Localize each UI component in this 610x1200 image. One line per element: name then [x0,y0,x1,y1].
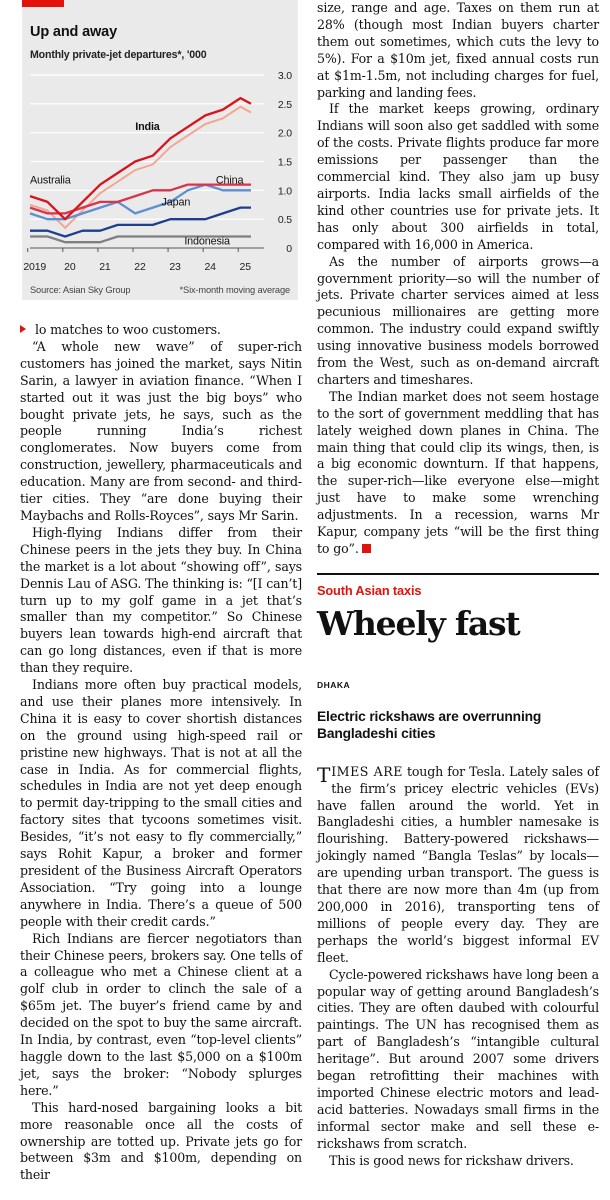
article-dateline: DHAKA [317,679,351,690]
x-tick-label: 23 [169,261,181,273]
article-rubric: South Asian taxis [317,582,422,598]
body-paragraph: The Indian market does not seem hostage to the sort of government meddling that has lately weighed down planes in China. The main thing that could clip its wings, then, is a big economic downturn. If that happens, the super-rich—like everyone else—might just have to make some wrenching adjustments. In a recession, warns Mr Kapur, company jets “will be the first thing to go”. [317,388,599,556]
continuation-paragraph: lo matches to woo customers. [20,322,302,339]
x-tick-label: 24 [204,261,216,273]
body-paragraph: “A whole new wave” of super-rich customers has joined the market, says Nitin Sarin, a lawyer in aviation finance. “When I started out it was just the big boys” who bought private jets, he says, such as the people running India’s richest conglomerates. Now buyers come from construction, jewellery, pharmaceuticals and education. Many are from second- and third-tier cities. They “are done buying their Maybachs and Rolls-Royces”, says Mr Sarin. [20,338,302,523]
x-tick-label: 22 [134,261,146,273]
x-tick-label: 25 [239,261,251,273]
body-paragraph: size, range and age. Taxes on them run at 28% (though most Indian buyers charter them out sometimes, which cuts the levy to 5%). For a $10m jet, fixed annual costs run at $1m-1.5m, not including charges for fuel, parking and landing fees. [317,0,599,100]
body-paragraph: Rich Indians are fiercer negotiators than their Chinese peers, brokers say. One tells of a colleague who met a Chinese client at a golf club in order to clinch the sale of a $65m jet. The buyer’s friend came by and decided on the spot to buy the same aircraft. In India, by contrast, even “top-level clients” haggle down to the last $5,000 on a $100m jet, says the broker: “Nobody splurges here.” [20,930,302,1098]
y-tick-label: 1.0 [277,185,292,198]
series-label-japan: Japan [161,196,191,209]
series-label-indonesia: Indonesia [184,235,230,248]
series-line-india [30,98,251,219]
body-paragraph: As the number of airports grows—a government priority—so will the number of jets. Private charter services aimed at less pecunious millionaires are getting more common. The industry could expand swiftly using innovative business models borrowed from the West, such as on-demand aircraft charters and timeshares. [317,253,599,387]
continued-arrow-icon [20,325,26,333]
x-tick-label: 21 [99,261,111,273]
series-label-india: India [135,120,160,133]
end-of-article-mark [362,544,371,553]
series-label-china: China [215,174,244,187]
chart-panel [22,0,298,300]
x-tick-label: 2019 [23,261,47,273]
body-paragraph: This is good news for rickshaw drivers. [329,1152,574,1168]
line-chart [22,0,298,300]
y-tick-label: 1.5 [277,156,292,169]
y-tick-label: 2.0 [277,127,292,140]
body-paragraph: This hard-nosed bargaining looks a bit more reasonable once all the costs of ownership are totted up. Private jets go for between $3m and $100m, depending on their [20,1099,302,1183]
chart-subtitle: Monthly private-jet departures*, '000 [30,49,207,61]
body-paragraph: Cycle-powered rickshaws have long been a popular way of getting around Bangladesh’s cities. They are often daubed with colourful paintings. The UN has recognised them as part of Bangladesh’s “intangible cultural heritage”. But around 2007 some drivers began retrofitting their machines with imported Chinese electric motors and lead-acid batteries. Nowadays small firms in the informal sector make and sell these e-rickshaws from scratch. [317,966,599,1151]
chart-title: Up and away [30,24,117,40]
article-headline: Wheely fast [317,603,520,643]
y-tick-label: 2.5 [277,98,292,111]
x-tick-label: 20 [64,261,76,273]
series-label-australia: Australia [30,174,71,187]
left-column [20,0,302,1184]
right-column [317,0,599,1169]
drop-cap: T [317,762,331,787]
body-paragraph: If the market keeps growing, ordinary Indians will soon also get saddled with some of the costs. Private flights produce far more emissions per passenger than the commercial kind. They also jam up busy airports. India lacks small airfields of the kind other countries use for private jets. It has only about 300 airfields in total, compared with 16,000 in America. [317,101,599,252]
article-standfirst: Electric rickshaws are overrunning Bangladeshi cities [317,708,542,741]
y-tick-label: 0.5 [277,214,292,227]
body-paragraph: High-flying Indians differ from their Chinese peers in the jets they buy. In China the market is a lot about “showing off”, says Dennis Lau of ASG. The thinking is: “[I can’t] turn up to my golf game in a jet that’s smaller than my competitor.” So Chinese buyers lean towards high-end aircraft that can go long distances, even if that is more than they require. [20,524,302,676]
body-paragraph: Indians more often buy practical models, and use their planes more intensively. In China it is easy to cover shortish distances on the ground using high-speed rail or pristine new highways. That is not at all the case in India. As for commercial flights, schedules in India are not yet deep enough to permit day-tripping to the small cities and factory sites that tycoons sometimes visit. Besides, “it’s not easy to fly commercially,” says Rohit Kapur, a broker and former president of the Business Aircraft Operators Association. “Try going into a lounge anywhere in India. There’s a queue of 500 people with their credit cards.” [20,677,302,929]
chart-source: Source: Asian Sky Group [30,285,131,295]
chart-footnote: *Six-month moving average [179,285,290,295]
section-divider [317,573,599,575]
lead-paragraph: TIMES ARE tough for Tesla. Lately sales of the firm’s pricey electric vehicles (EVs) have fallen around the world. Yet in Bangladeshi cities, a humbler namesake is flourishing. Battery-powered rickshaws—jokingly named “Bangla Teslas” by locals—are upending urban transport. The guess is that there are now more than 4m (up from 200,000 in 2016), transporting tens of millions of people every day. They are perhaps the world’s biggest informal EV fleet. [317,762,599,965]
y-tick-label: 3.0 [277,70,292,82]
y-tick-label: 0 [286,243,292,255]
